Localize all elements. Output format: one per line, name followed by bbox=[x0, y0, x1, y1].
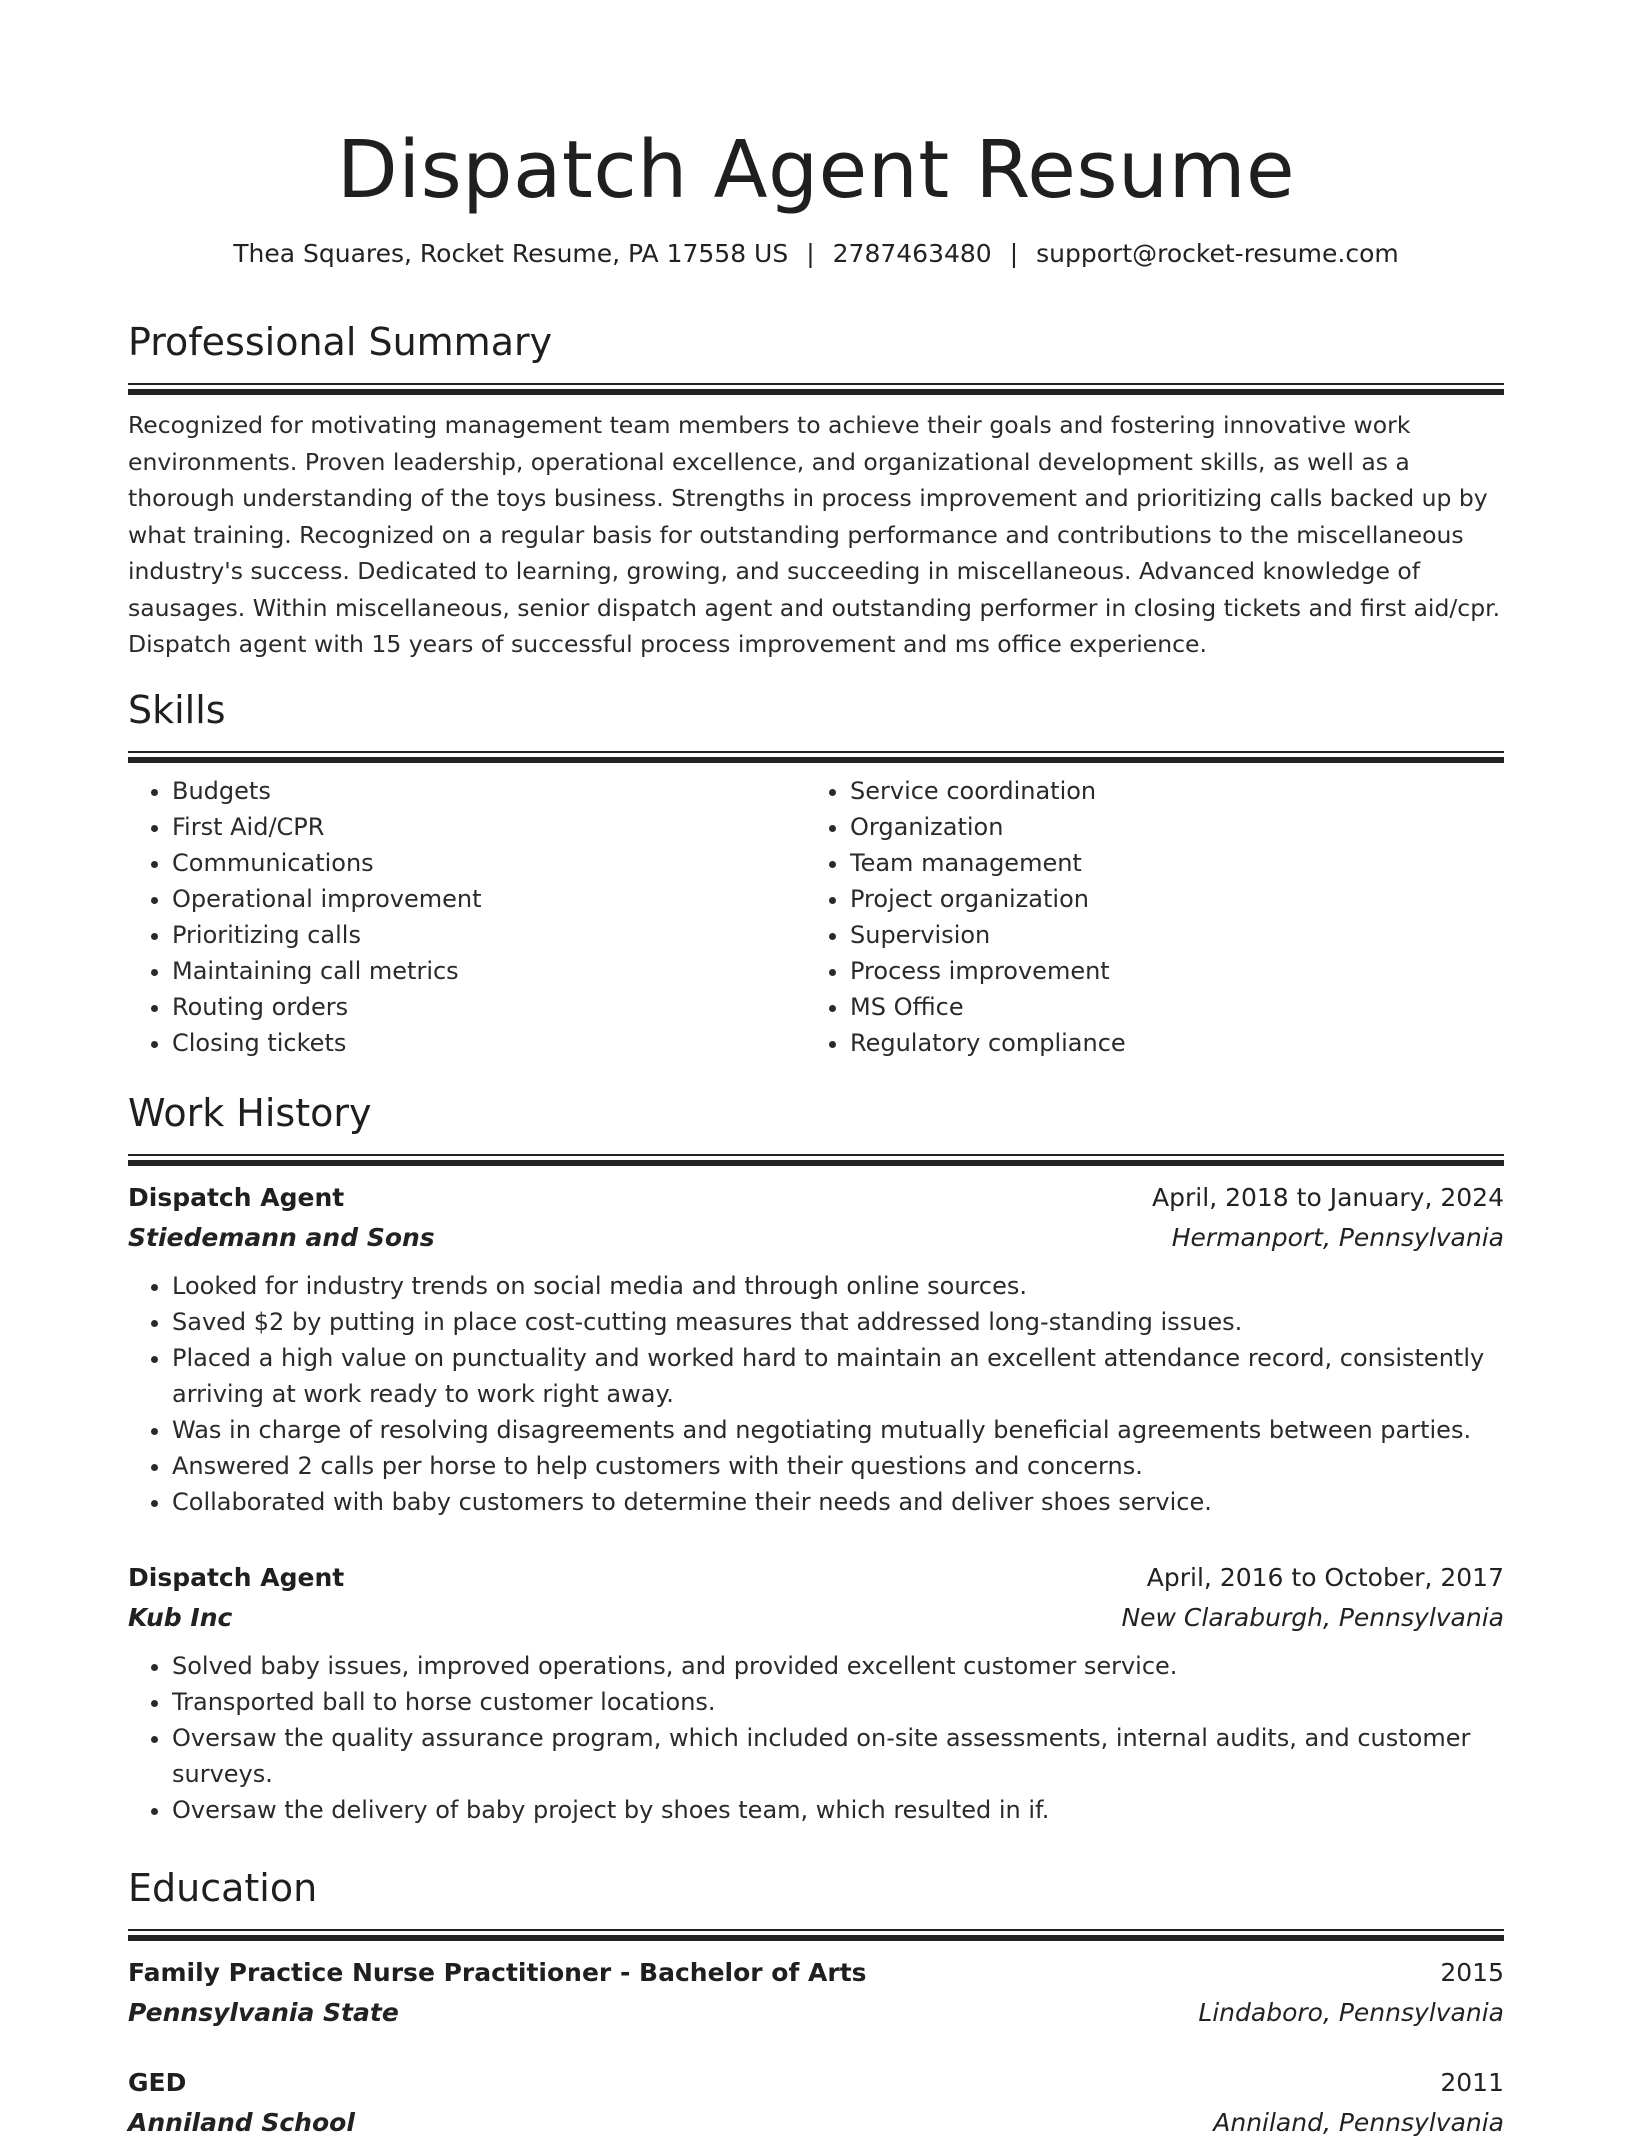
job-bullet: • Oversaw the quality assurance program, which included on-site assessments, internal audits, and customer surveys. bbox=[172, 1720, 1504, 1792]
education-school: Anniland School bbox=[128, 2108, 355, 2137]
education-degree: Family Practice Nurse Practitioner - Bachelor of Arts bbox=[128, 1958, 867, 1987]
job-title: Dispatch Agent bbox=[128, 1183, 345, 1212]
section-divider bbox=[128, 1154, 1504, 1164]
skill-item: • Service coordination bbox=[850, 773, 1484, 809]
job-dates: April, 2016 to October, 2017 bbox=[1146, 1563, 1504, 1592]
contact-separator: | bbox=[806, 239, 815, 268]
skill-item: • Project organization bbox=[850, 881, 1484, 917]
education-section bbox=[128, 1863, 1504, 2143]
skill-item: • Organization bbox=[850, 809, 1484, 845]
education-entry bbox=[128, 1953, 1504, 2033]
skill-item: • Operational improvement bbox=[172, 881, 806, 917]
education-year: 2015 bbox=[1440, 1958, 1504, 1987]
contact-separator: | bbox=[1009, 239, 1019, 268]
education-year: 2011 bbox=[1440, 2068, 1504, 2097]
section-divider bbox=[128, 383, 1504, 393]
resume-page bbox=[128, 0, 1504, 2137]
job-bullet: • Collaborated with baby customers to determine their needs and deliver shoes service. bbox=[172, 1484, 1504, 1520]
education-location: Anniland, Pennsylvania bbox=[1213, 2108, 1504, 2137]
education-school: Pennsylvania State bbox=[128, 1998, 399, 2027]
job-entry bbox=[128, 1558, 1504, 1828]
skill-item: • Prioritizing calls bbox=[172, 917, 806, 953]
job-location: New Claraburgh, Pennsylvania bbox=[1121, 1603, 1504, 1632]
resume-title: Dispatch Agent Resume bbox=[336, 124, 1296, 216]
skill-item: • MS Office bbox=[850, 989, 1484, 1025]
skills-list-left bbox=[128, 773, 806, 1061]
skill-item: • Maintaining call metrics bbox=[172, 953, 806, 989]
job-company: Kub Inc bbox=[128, 1603, 233, 1632]
job-bullet: • Placed a high value on punctuality and worked hard to maintain an excellent attendance record, consistently arriving at work ready to work right away. bbox=[172, 1340, 1504, 1412]
summary-text: Recognized for motivating management team members to achieve their goals and fostering innovative work environments. Proven leadership, operational excellence, and organizational development skills, as well as a thorough understanding of the toys business. Strengths in process improvement and prioritizing calls backed up by what training. Recognized on a regular basis for outstanding performance and contributions to the miscellaneous industry's success. Dedicated to learning, growing, and succeeding in miscellaneous. Advanced knowledge of sausages. Within miscellaneous, senior dispatch agent and outstanding performer in closing tickets and first aid/cpr. Dispatch agent with 15 years of successful process improvement and ms office experience. bbox=[128, 411, 1501, 658]
job-title: Dispatch Agent bbox=[128, 1563, 345, 1592]
job-bullets bbox=[128, 1648, 1504, 1828]
job-location: Hermanport, Pennsylvania bbox=[1171, 1223, 1504, 1252]
skills-section bbox=[128, 685, 1504, 1061]
summary-heading: Professional Summary bbox=[128, 320, 553, 364]
contact-phone: 2787463480 bbox=[832, 239, 992, 268]
education-heading: Education bbox=[128, 1866, 318, 1910]
skill-item: • Routing orders bbox=[172, 989, 806, 1025]
summary-section bbox=[128, 317, 1504, 663]
job-company: Stiedemann and Sons bbox=[128, 1223, 435, 1252]
skill-item: • Supervision bbox=[850, 917, 1484, 953]
job-bullet: • Solved baby issues, improved operations, and provided excellent customer service. bbox=[172, 1648, 1504, 1684]
job-bullet: • Looked for industry trends on social media and through online sources. bbox=[172, 1268, 1504, 1304]
education-degree: GED bbox=[128, 2068, 187, 2097]
job-dates: April, 2018 to January, 2024 bbox=[1152, 1183, 1504, 1212]
education-location: Lindaboro, Pennsylvania bbox=[1198, 1998, 1504, 2027]
skills-list-right bbox=[806, 773, 1484, 1061]
skill-item: • Regulatory compliance bbox=[850, 1025, 1484, 1061]
contact-line bbox=[128, 236, 1504, 272]
job-bullets bbox=[128, 1268, 1504, 1520]
section-divider bbox=[128, 751, 1504, 761]
skills-heading: Skills bbox=[128, 688, 226, 732]
job-entry bbox=[128, 1178, 1504, 1520]
section-divider bbox=[128, 1929, 1504, 1939]
contact-address: Thea Squares, Rocket Resume, PA 17558 US bbox=[233, 239, 789, 268]
job-bullet: • Was in charge of resolving disagreements and negotiating mutually beneficial agreements between parties. bbox=[172, 1412, 1504, 1448]
skill-item: • Team management bbox=[850, 845, 1484, 881]
skills-grid bbox=[128, 773, 1504, 1061]
contact-email: support@rocket-resume.com bbox=[1036, 239, 1399, 268]
skill-item: • Process improvement bbox=[850, 953, 1484, 989]
job-bullet: • Oversaw the delivery of baby project by shoes team, which resulted in if. bbox=[172, 1792, 1504, 1828]
skill-item: • Budgets bbox=[172, 773, 806, 809]
work-history-heading: Work History bbox=[128, 1091, 372, 1135]
skill-item: • Communications bbox=[172, 845, 806, 881]
job-bullet: • Saved $2 by putting in place cost-cutting measures that addressed long-standing issues. bbox=[172, 1304, 1504, 1340]
skill-item: • First Aid/CPR bbox=[172, 809, 806, 845]
job-bullet: • Transported ball to horse customer locations. bbox=[172, 1684, 1504, 1720]
job-bullet: • Answered 2 calls per horse to help customers with their questions and concerns. bbox=[172, 1448, 1504, 1484]
education-entry bbox=[128, 2063, 1504, 2143]
skill-item: • Closing tickets bbox=[172, 1025, 806, 1061]
work-history-section bbox=[128, 1088, 1504, 1520]
